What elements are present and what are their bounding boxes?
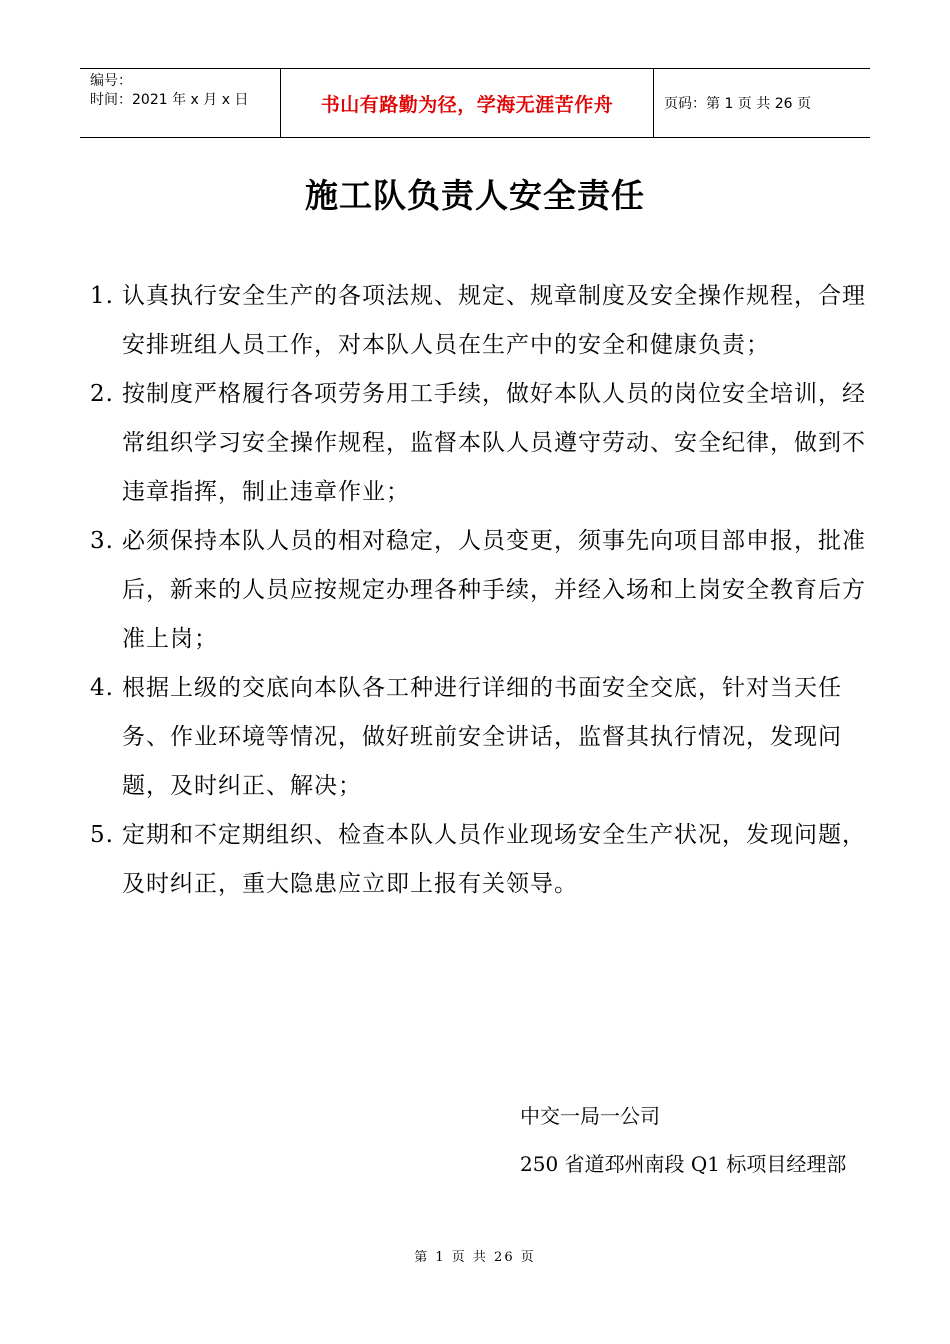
item-number: 5. (90, 822, 114, 848)
list-item (90, 664, 870, 811)
item-text: 必须保持本队人员的相对稳定，人员变更，须事先向项目部申报，批准后，新来的人员应按规定办理各种手续，并经入场和上岗安全教育后方准上岗； (122, 528, 866, 652)
motto-text: 书山有路勤为径，学海无涯苦作舟 (320, 93, 614, 116)
signature-company: 中交一局一公司 (520, 1104, 660, 1128)
item-text: 根据上级的交底向本队各工种进行详细的书面安全交底，针对当天任务、作业环境等情况，做好班前安全讲话，监督其执行情况，发现问题，及时纠正、解决； (122, 675, 842, 799)
page-footer: 第 1 页 共 26 页 (414, 1250, 536, 1265)
responsibility-list (90, 272, 870, 909)
item-number: 2. (90, 381, 114, 407)
item-text: 认真执行安全生产的各项法规、规定、规章制度及安全操作规程，合理安排班组人员工作，对本队人员在生产中的安全和健康负责； (122, 283, 866, 358)
document-title: 施工队负责人安全责任 (305, 176, 645, 215)
header-meta-cell (80, 69, 281, 137)
list-item (90, 517, 870, 664)
header-table (80, 68, 870, 138)
list-item (90, 272, 870, 370)
header-motto-cell (281, 69, 654, 137)
item-text: 按制度严格履行各项劳务用工手续，做好本队人员的岗位安全培训，经常组织学习安全操作规程，监督本队人员遵守劳动、安全纪律，做到不违章指挥，制止违章作业； (122, 381, 866, 505)
time-label: 时间：2021 年 x 月 x 日 (90, 92, 249, 108)
item-text: 定期和不定期组织、检查本队人员作业现场安全生产状况，发现问题，及时纠正，重大隐患应立即上报有关领导。 (122, 822, 866, 897)
list-item (90, 370, 870, 517)
number-label: 编号： (90, 73, 132, 89)
signature-department: 250 省道邳州南段 Q1 标项目经理部 (520, 1152, 847, 1176)
item-number: 1. (90, 283, 114, 309)
item-number: 3. (90, 528, 114, 554)
signature-block (520, 1092, 846, 1188)
header-page-cell (654, 69, 870, 137)
item-number: 4. (90, 675, 114, 701)
list-item (90, 811, 870, 909)
page-info: 页码：第 1 页 共 26 页 (664, 96, 811, 112)
